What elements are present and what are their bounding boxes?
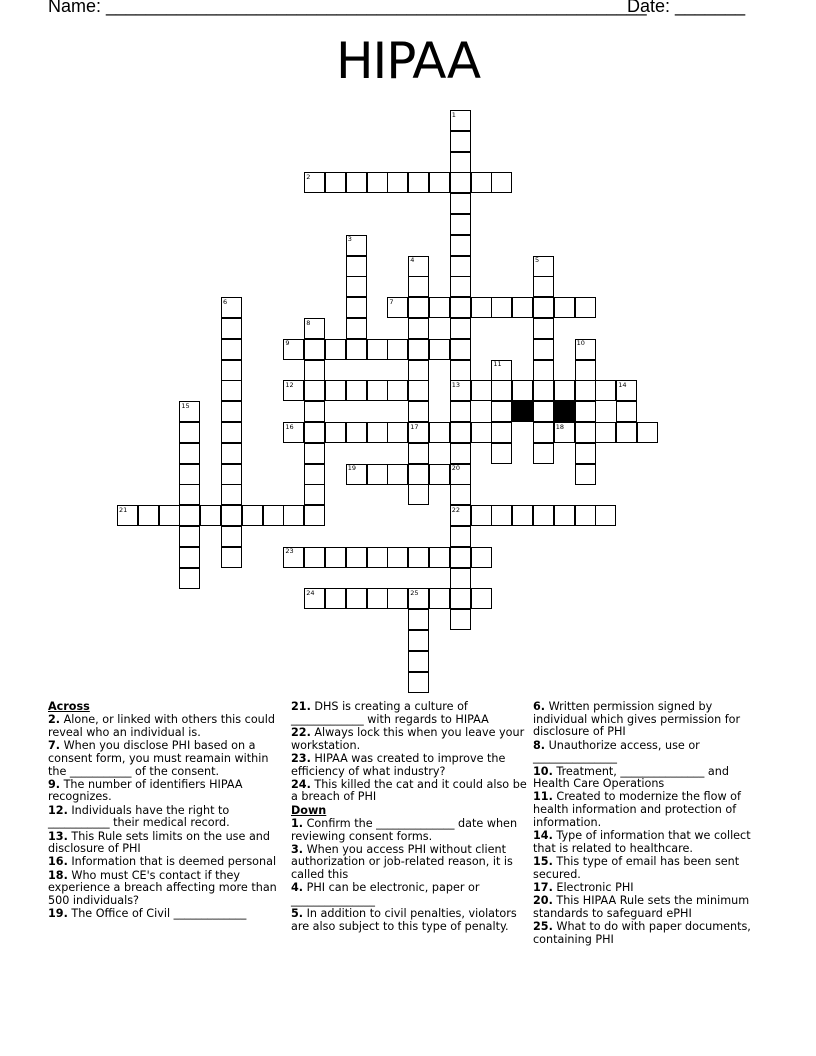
cell-number: 16 bbox=[285, 422, 294, 431]
clue bbox=[48, 908, 284, 921]
crossword-cell[interactable] bbox=[408, 360, 429, 381]
crossword-cell[interactable] bbox=[491, 380, 512, 401]
crossword-cell[interactable] bbox=[221, 505, 242, 526]
clue-number: 4. bbox=[291, 881, 304, 895]
crossword-cell[interactable] bbox=[491, 505, 512, 526]
crossword-cell[interactable] bbox=[346, 547, 367, 568]
clue bbox=[533, 701, 769, 739]
crossword-cell[interactable] bbox=[387, 339, 408, 360]
crossword-cell[interactable] bbox=[575, 443, 596, 464]
crossword-cell[interactable] bbox=[575, 380, 596, 401]
clue-text: Individuals have the right to ___________ their medical record. bbox=[48, 803, 230, 830]
clue-text: HIPAA was created to improve the efficiency of what industry? bbox=[291, 751, 506, 778]
crossword-cell[interactable] bbox=[138, 505, 159, 526]
crossword-cell[interactable] bbox=[325, 547, 346, 568]
crossword-cell[interactable] bbox=[242, 505, 263, 526]
crossword-cell[interactable] bbox=[554, 505, 575, 526]
crossword-cell[interactable] bbox=[491, 443, 512, 464]
crossword-cell[interactable] bbox=[221, 464, 242, 485]
crossword-cell[interactable] bbox=[575, 401, 596, 422]
crossword-cell[interactable] bbox=[554, 380, 575, 401]
date-field: Date: _______ bbox=[627, 0, 746, 16]
clue-text: When you access PHI without client authorization or job-related reason, it is called this bbox=[291, 842, 513, 882]
clue-number: 7. bbox=[48, 739, 61, 753]
crossword-cell[interactable] bbox=[221, 401, 242, 422]
clue-text: Unauthorize access, use or _______________ bbox=[533, 738, 700, 765]
clue bbox=[48, 870, 284, 908]
crossword-cell[interactable] bbox=[346, 422, 367, 443]
clue-number: 6. bbox=[533, 700, 546, 713]
crossword-cell[interactable] bbox=[221, 526, 242, 547]
crossword-cell[interactable] bbox=[616, 422, 637, 443]
crossword-cell[interactable] bbox=[408, 672, 429, 693]
clue-text: When you disclose PHI based on a consent form, you must reamain within the ___________ of the consent. bbox=[48, 739, 269, 778]
crossword-cell[interactable] bbox=[637, 422, 658, 443]
crossword-cell[interactable] bbox=[575, 360, 596, 381]
crossword-cell[interactable] bbox=[408, 172, 429, 193]
crossword-cell[interactable] bbox=[533, 422, 554, 443]
cell-number: 5 bbox=[535, 256, 540, 265]
name-field: Name: ______________________________________________________ bbox=[48, 0, 647, 16]
clue-text: PHI can be electronic, paper or _______________ bbox=[291, 881, 480, 908]
clue bbox=[291, 779, 527, 804]
crossword-cell[interactable] bbox=[221, 339, 242, 360]
crossword-cell[interactable] bbox=[575, 297, 596, 318]
cell-number: 1 bbox=[451, 110, 456, 119]
clue-number: 11. bbox=[533, 790, 553, 804]
down-heading: Down bbox=[291, 803, 327, 817]
clue-number: 15. bbox=[533, 854, 553, 868]
crossword-cell[interactable] bbox=[408, 380, 429, 401]
crossword-cell[interactable] bbox=[450, 131, 471, 152]
clue-text: This Rule sets limits on the use and disclosure of PHI bbox=[48, 829, 271, 856]
clue-text: Information that is deemed personal bbox=[67, 855, 277, 869]
clue-text: DHS is creating a culture of _____________ with regards to HIPAA bbox=[291, 700, 489, 726]
clue-text: Alone, or linked with others this could reveal who an individual is. bbox=[48, 713, 275, 739]
cell-number: 25 bbox=[410, 588, 419, 597]
crossword-cell[interactable] bbox=[179, 547, 200, 568]
crossword-cell[interactable] bbox=[491, 422, 512, 443]
crossword-cell[interactable] bbox=[450, 276, 471, 297]
crossword-cell[interactable] bbox=[450, 214, 471, 235]
clue-text: Confirm the ______________ date when reviewing consent forms. bbox=[291, 816, 518, 843]
crossword-cell[interactable] bbox=[429, 422, 450, 443]
page-title: HIPAA bbox=[335, 32, 481, 90]
cell-number: 8 bbox=[306, 318, 311, 327]
crossword-cell[interactable] bbox=[325, 588, 346, 609]
clue-number: 1. bbox=[291, 816, 304, 830]
clue-number: 18. bbox=[48, 868, 68, 882]
crossword-cell[interactable] bbox=[408, 297, 429, 318]
clue-number: 2. bbox=[48, 713, 61, 727]
crossword-cell[interactable] bbox=[450, 443, 471, 464]
crossword-cell[interactable] bbox=[471, 505, 492, 526]
crossword-cell[interactable] bbox=[429, 172, 450, 193]
crossword-cell[interactable] bbox=[179, 422, 200, 443]
crossword-cell[interactable] bbox=[429, 588, 450, 609]
clue-text: This type of email has been sent secured. bbox=[533, 854, 740, 881]
clue bbox=[48, 779, 284, 804]
crossword-cell[interactable] bbox=[429, 464, 450, 485]
clue bbox=[533, 921, 769, 946]
crossword-cell[interactable] bbox=[491, 297, 512, 318]
crossword-cell[interactable] bbox=[367, 422, 388, 443]
crossword-cell[interactable] bbox=[533, 443, 554, 464]
crossword-cell[interactable] bbox=[450, 547, 471, 568]
crossword-cell[interactable] bbox=[346, 276, 367, 297]
crossword-cell[interactable] bbox=[429, 297, 450, 318]
clue-number: 20. bbox=[533, 894, 553, 908]
clue bbox=[291, 882, 527, 907]
clue-text: In addition to civil penalties, violators are also subject to this type of penalty. bbox=[291, 907, 517, 933]
clue bbox=[48, 740, 284, 778]
clue-number: 24. bbox=[291, 777, 311, 791]
clue-number: 25. bbox=[533, 919, 553, 933]
crossword-cell[interactable] bbox=[471, 380, 492, 401]
clue-number: 21. bbox=[291, 700, 311, 713]
clue bbox=[533, 882, 769, 895]
clue-number: 17. bbox=[533, 880, 553, 894]
crossword-cell[interactable] bbox=[471, 297, 492, 318]
crossword-cell[interactable] bbox=[491, 401, 512, 422]
crossword-cell[interactable] bbox=[450, 422, 471, 443]
crossword-cell[interactable] bbox=[450, 588, 471, 609]
crossword-cell[interactable] bbox=[304, 464, 325, 485]
crossword-cell[interactable] bbox=[304, 380, 325, 401]
crossword-cell[interactable] bbox=[533, 339, 554, 360]
clue bbox=[48, 805, 284, 830]
crossword-cell[interactable] bbox=[450, 235, 471, 256]
crossword-cell[interactable] bbox=[387, 422, 408, 443]
clue bbox=[533, 856, 769, 881]
cell-number: 14 bbox=[618, 380, 627, 389]
clue-text: This HIPAA Rule sets the minimum standards to safeguard ePHI bbox=[533, 894, 750, 920]
clue-number: 19. bbox=[48, 907, 68, 921]
clue bbox=[291, 908, 527, 933]
clues-column-2 bbox=[291, 701, 527, 934]
clue bbox=[533, 740, 769, 765]
crossword-cell[interactable] bbox=[387, 380, 408, 401]
crossword-cell[interactable] bbox=[367, 588, 388, 609]
clue-number: 3. bbox=[291, 842, 304, 856]
crossword-cell[interactable] bbox=[450, 318, 471, 339]
crossword-cell[interactable] bbox=[367, 339, 388, 360]
crossword-cell[interactable] bbox=[221, 360, 242, 381]
clue-text: Who must CE's contact if they experience a breach affecting more than 500 individuals? bbox=[48, 868, 277, 908]
clue-text: The number of identifiers HIPAA recognizes. bbox=[48, 777, 243, 804]
crossword-cell[interactable] bbox=[429, 339, 450, 360]
crossword-cell[interactable] bbox=[263, 505, 284, 526]
clue-number: 13. bbox=[48, 829, 68, 843]
clues-column-3 bbox=[533, 701, 769, 947]
clue-text: This killed the cat and it could also be a breach of PHI bbox=[291, 777, 527, 804]
clue bbox=[291, 701, 527, 726]
crossword-cell[interactable] bbox=[616, 401, 637, 422]
crossword-cell[interactable] bbox=[408, 547, 429, 568]
crossword-cell[interactable] bbox=[450, 360, 471, 381]
cell-number: 13 bbox=[451, 380, 461, 389]
crossword-cell[interactable] bbox=[471, 422, 492, 443]
crossword-cell[interactable] bbox=[408, 464, 429, 485]
crossword-cell[interactable] bbox=[450, 172, 471, 193]
crossword-cell[interactable] bbox=[221, 443, 242, 464]
crossword-cell[interactable] bbox=[304, 360, 325, 381]
cell-number: 7 bbox=[389, 297, 394, 306]
crossword-cell[interactable] bbox=[159, 505, 180, 526]
crossword-cell[interactable] bbox=[450, 256, 471, 277]
cell-number: 24 bbox=[306, 588, 315, 597]
crossword-cell[interactable] bbox=[408, 630, 429, 651]
crossword-cell[interactable] bbox=[512, 297, 533, 318]
crossword-cell[interactable] bbox=[304, 401, 325, 422]
crossword-cell[interactable] bbox=[450, 152, 471, 173]
crossword-cell[interactable] bbox=[595, 422, 616, 443]
crossword-cell[interactable] bbox=[304, 484, 325, 505]
cell-number: 17 bbox=[410, 422, 419, 431]
crossword-cell[interactable] bbox=[387, 172, 408, 193]
crossword-cell[interactable] bbox=[367, 380, 388, 401]
crossword-cell[interactable] bbox=[575, 422, 596, 443]
crossword-cell[interactable] bbox=[346, 318, 367, 339]
clue bbox=[291, 844, 527, 882]
clue-list bbox=[48, 714, 284, 921]
cell-number: 11 bbox=[493, 360, 502, 369]
clue-list bbox=[291, 818, 527, 934]
clue-number: 23. bbox=[291, 751, 311, 765]
crossword-cell[interactable] bbox=[221, 318, 242, 339]
crossword-cell[interactable] bbox=[408, 276, 429, 297]
clue bbox=[533, 791, 769, 829]
cell-number: 22 bbox=[451, 505, 461, 514]
crossword-cell[interactable] bbox=[346, 256, 367, 277]
crossword-cell[interactable] bbox=[533, 297, 554, 318]
crossword-cell[interactable] bbox=[408, 651, 429, 672]
cell-number: 19 bbox=[347, 464, 357, 473]
clue-number: 5. bbox=[291, 907, 304, 921]
clue-number: 12. bbox=[48, 803, 68, 817]
clue bbox=[533, 895, 769, 920]
crossword-cell[interactable] bbox=[367, 172, 388, 193]
cell-number: 10 bbox=[576, 339, 585, 348]
crossword-cell[interactable] bbox=[367, 464, 388, 485]
crossword-cell[interactable] bbox=[387, 547, 408, 568]
crossword-cell[interactable] bbox=[408, 339, 429, 360]
crossword-cell[interactable] bbox=[533, 401, 554, 422]
crossword-cell[interactable] bbox=[325, 422, 346, 443]
clues-column-1 bbox=[48, 701, 284, 921]
cell-number: 20 bbox=[451, 464, 461, 473]
crossword-cell[interactable] bbox=[179, 568, 200, 589]
crossword-cell[interactable] bbox=[304, 339, 325, 360]
clue-list bbox=[291, 701, 527, 804]
crossword-cell[interactable] bbox=[450, 484, 471, 505]
crossword-cell[interactable] bbox=[533, 318, 554, 339]
crossword-cell[interactable] bbox=[554, 297, 575, 318]
cell-number: 9 bbox=[285, 339, 290, 348]
clue-number: 8. bbox=[533, 738, 546, 752]
crossword-cell[interactable] bbox=[408, 609, 429, 630]
cell-number: 18 bbox=[555, 422, 565, 431]
crossword-cell[interactable] bbox=[450, 526, 471, 547]
crossword-cell[interactable] bbox=[346, 380, 367, 401]
clue-number: 16. bbox=[48, 855, 68, 869]
crossword-cell[interactable] bbox=[179, 526, 200, 547]
clue bbox=[48, 831, 284, 856]
crossword-cell[interactable] bbox=[304, 443, 325, 464]
crossword-cell[interactable] bbox=[179, 505, 200, 526]
crossword-cell[interactable] bbox=[304, 422, 325, 443]
clue bbox=[533, 766, 769, 791]
clue-text: What to do with paper documents, containing PHI bbox=[533, 919, 751, 946]
cell-number: 12 bbox=[285, 380, 294, 389]
crossword-cell[interactable] bbox=[595, 380, 616, 401]
crossword-cell[interactable] bbox=[533, 360, 554, 381]
cell-number: 23 bbox=[285, 547, 294, 556]
clue-text: Always lock this when you leave your workstation. bbox=[291, 725, 525, 752]
clue-text: Type of information that we collect that is related to healthcare. bbox=[533, 829, 751, 855]
crossword-cell[interactable] bbox=[325, 172, 346, 193]
crossword-cell[interactable] bbox=[179, 443, 200, 464]
clue bbox=[533, 830, 769, 855]
crossword-cell[interactable] bbox=[471, 172, 492, 193]
crossword-cell[interactable] bbox=[450, 568, 471, 589]
crossword-cell[interactable] bbox=[346, 339, 367, 360]
cell-number: 2 bbox=[306, 172, 311, 181]
crossword-cell[interactable] bbox=[471, 588, 492, 609]
crossword-cell[interactable] bbox=[408, 443, 429, 464]
crossword-cell[interactable] bbox=[387, 588, 408, 609]
crossword-cell[interactable] bbox=[595, 505, 616, 526]
crossword-cell[interactable] bbox=[533, 380, 554, 401]
clue bbox=[291, 818, 527, 843]
cell-number: 6 bbox=[223, 297, 228, 306]
crossword-cell[interactable] bbox=[429, 547, 450, 568]
crossword-cell[interactable] bbox=[179, 464, 200, 485]
crossword-cell[interactable] bbox=[450, 339, 471, 360]
clue-text: Written permission signed by individual which gives permission for disclosure of PHI bbox=[533, 700, 741, 739]
clue-text: The Office of Civil _____________ bbox=[67, 907, 247, 921]
clue-text: Electronic PHI bbox=[552, 880, 634, 894]
crossword-cell[interactable] bbox=[471, 547, 492, 568]
crossword-cell[interactable] bbox=[200, 505, 221, 526]
cell-number: 21 bbox=[119, 505, 128, 514]
crossword-cell[interactable] bbox=[367, 547, 388, 568]
black-cell bbox=[512, 401, 533, 422]
crossword-cell[interactable] bbox=[408, 484, 429, 505]
cell-number: 15 bbox=[181, 401, 190, 410]
crossword-cell[interactable] bbox=[512, 505, 533, 526]
cell-number: 3 bbox=[347, 235, 352, 244]
crossword-cell[interactable] bbox=[325, 339, 346, 360]
crossword-cell[interactable] bbox=[283, 505, 304, 526]
crossword-cell[interactable] bbox=[408, 318, 429, 339]
crossword-cell[interactable] bbox=[533, 276, 554, 297]
crossword-cell[interactable] bbox=[221, 547, 242, 568]
crossword-cell[interactable] bbox=[325, 380, 346, 401]
across-heading: Across bbox=[48, 700, 90, 713]
crossword-cell[interactable] bbox=[450, 193, 471, 214]
crossword-cell[interactable] bbox=[450, 297, 471, 318]
crossword-cell[interactable] bbox=[179, 484, 200, 505]
crossword-cell[interactable] bbox=[450, 401, 471, 422]
crossword-cell[interactable] bbox=[221, 380, 242, 401]
crossword-cell[interactable] bbox=[346, 172, 367, 193]
crossword-cell[interactable] bbox=[575, 505, 596, 526]
crossword-cell[interactable] bbox=[387, 464, 408, 485]
clue-number: 10. bbox=[533, 764, 553, 778]
crossword-cell[interactable] bbox=[408, 401, 429, 422]
clue bbox=[291, 753, 527, 778]
crossword-cell[interactable] bbox=[346, 297, 367, 318]
cell-number: 4 bbox=[410, 256, 415, 265]
clue bbox=[48, 856, 284, 869]
crossword-cell[interactable] bbox=[221, 422, 242, 443]
crossword-cell[interactable] bbox=[512, 380, 533, 401]
clue-number: 22. bbox=[291, 725, 311, 739]
clue-list bbox=[533, 701, 769, 946]
clue bbox=[48, 714, 284, 739]
crossword-cell[interactable] bbox=[450, 609, 471, 630]
clue-text: Created to modernize the flow of health information and protection of information. bbox=[533, 790, 741, 829]
clue-text: Treatment, _______________ and Health Care Operations bbox=[533, 764, 729, 791]
black-cell bbox=[554, 401, 575, 422]
crossword-cell[interactable] bbox=[221, 484, 242, 505]
crossword-cell[interactable] bbox=[575, 464, 596, 485]
crossword-cell[interactable] bbox=[533, 505, 554, 526]
crossword-cell[interactable] bbox=[491, 172, 512, 193]
clue-number: 14. bbox=[533, 829, 553, 843]
crossword-cell[interactable] bbox=[304, 547, 325, 568]
crossword-cell[interactable] bbox=[346, 588, 367, 609]
clue-number: 9. bbox=[48, 777, 61, 791]
clue bbox=[291, 727, 527, 752]
crossword-cell[interactable] bbox=[304, 505, 325, 526]
